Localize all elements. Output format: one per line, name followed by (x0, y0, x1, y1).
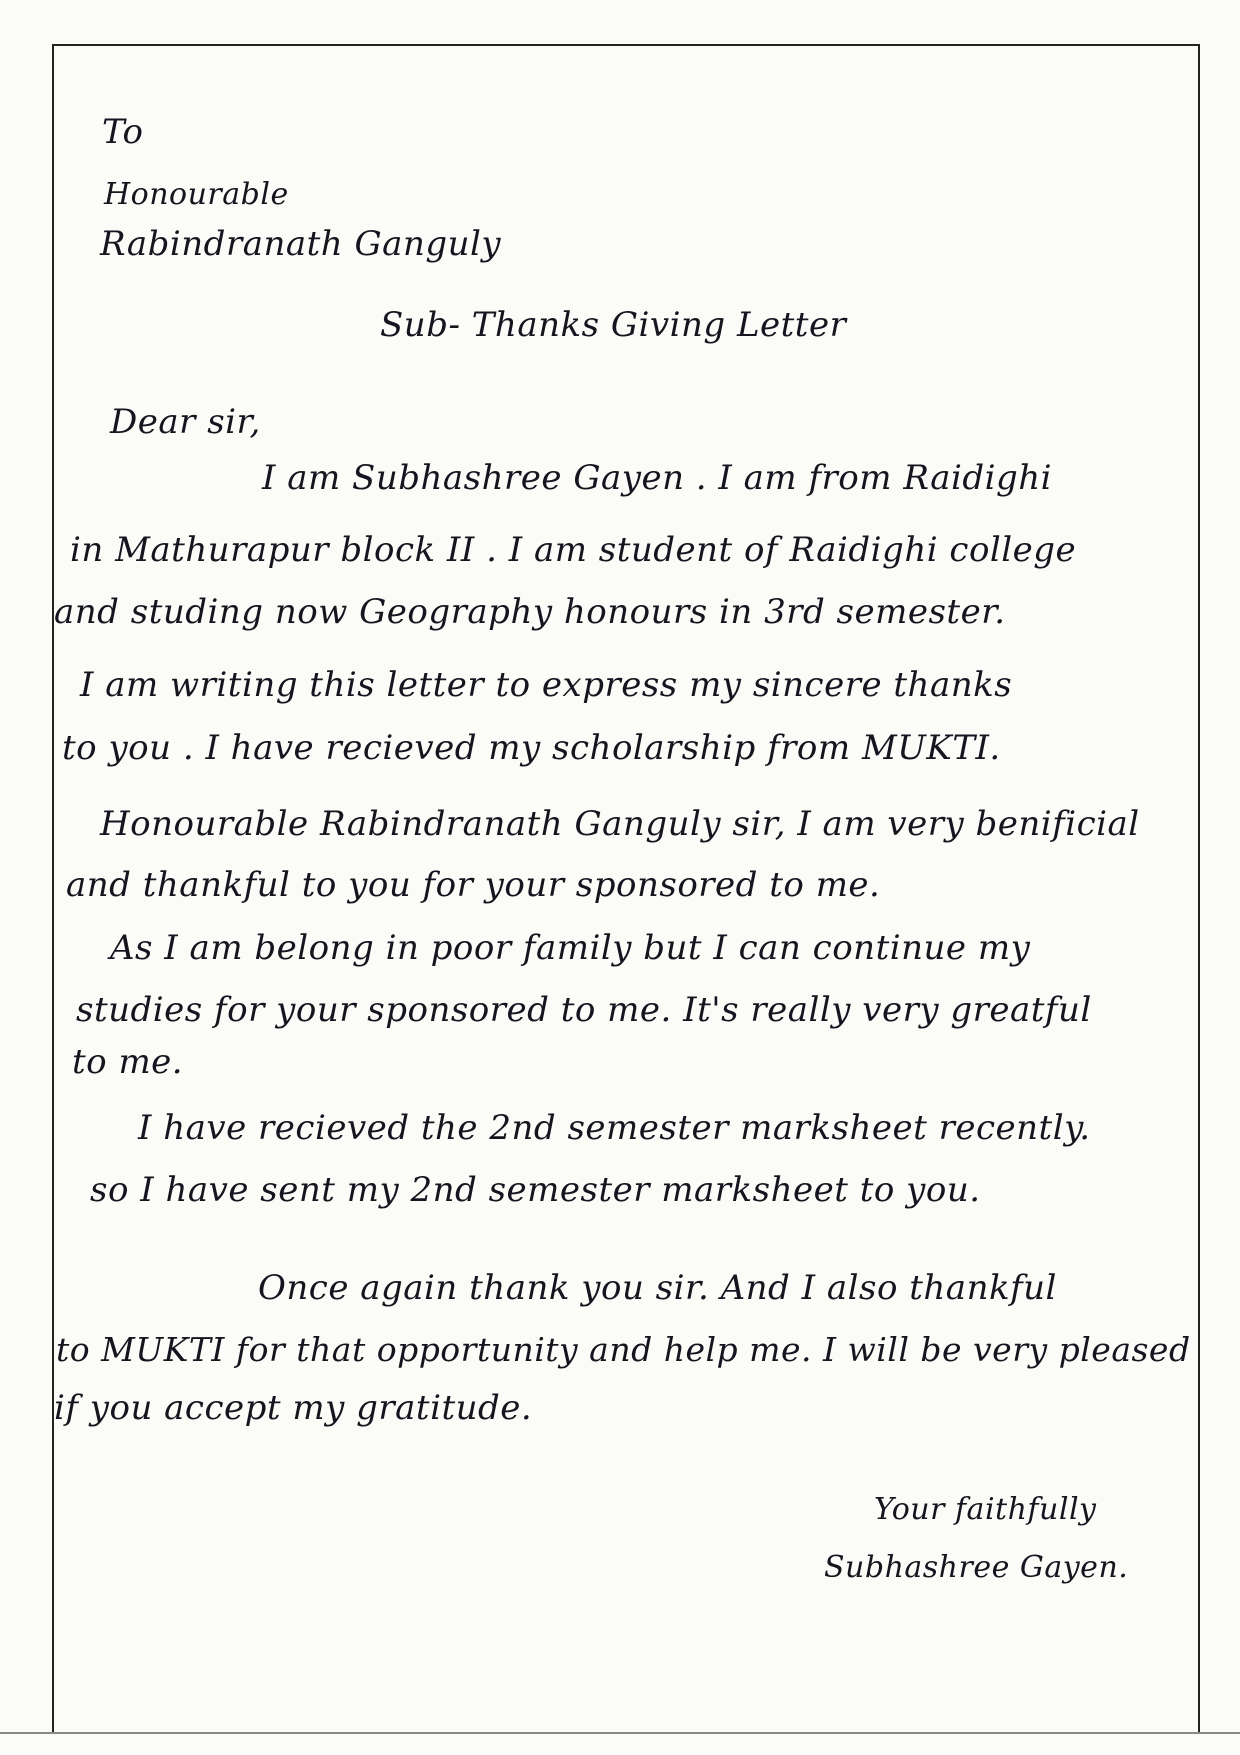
body-line: to me. (72, 1042, 184, 1082)
salutation: Dear sir, (110, 402, 261, 442)
body-line: if you accept my gratitude. (54, 1388, 533, 1428)
body-line: I am writing this letter to express my sincere thanks (80, 665, 1013, 705)
body-line: so I have sent my 2nd semester marksheet to you. (90, 1170, 981, 1210)
body-line: to MUKTI for that opportunity and help me. I will be very pleased (56, 1330, 1191, 1369)
body-line: I am Subhashree Gayen . I am from Raidighi (262, 458, 1053, 498)
body-line: As I am belong in poor family but I can continue my (110, 928, 1031, 968)
closing: Your faithfully (874, 1492, 1097, 1527)
recipient-name: Rabindranath Ganguly (100, 224, 502, 264)
subject-line: Sub- Thanks Giving Letter (380, 305, 847, 345)
body-line: studies for your sponsored to me. It's really very greatful (76, 990, 1092, 1030)
body-line: to you . I have recieved my scholarship from MUKTI. (62, 728, 1001, 768)
body-line: Once again thank you sir. And I also thankful (258, 1268, 1057, 1308)
body-line: and studing now Geography honours in 3rd semester. (54, 592, 1006, 632)
signature: Subhashree Gayen. (824, 1550, 1129, 1585)
body-line: Honourable Rabindranath Ganguly sir, I am very benificial (100, 804, 1140, 844)
address-honourable: Honourable (104, 177, 289, 212)
address-to: To (102, 112, 144, 152)
body-line: I have recieved the 2nd semester marksheet recently. (138, 1108, 1091, 1148)
page-bottom-edge (0, 1732, 1240, 1734)
body-line: and thankful to you for your sponsored to me. (66, 865, 881, 905)
body-line: in Mathurapur block II . I am student of Raidighi college (70, 530, 1077, 570)
